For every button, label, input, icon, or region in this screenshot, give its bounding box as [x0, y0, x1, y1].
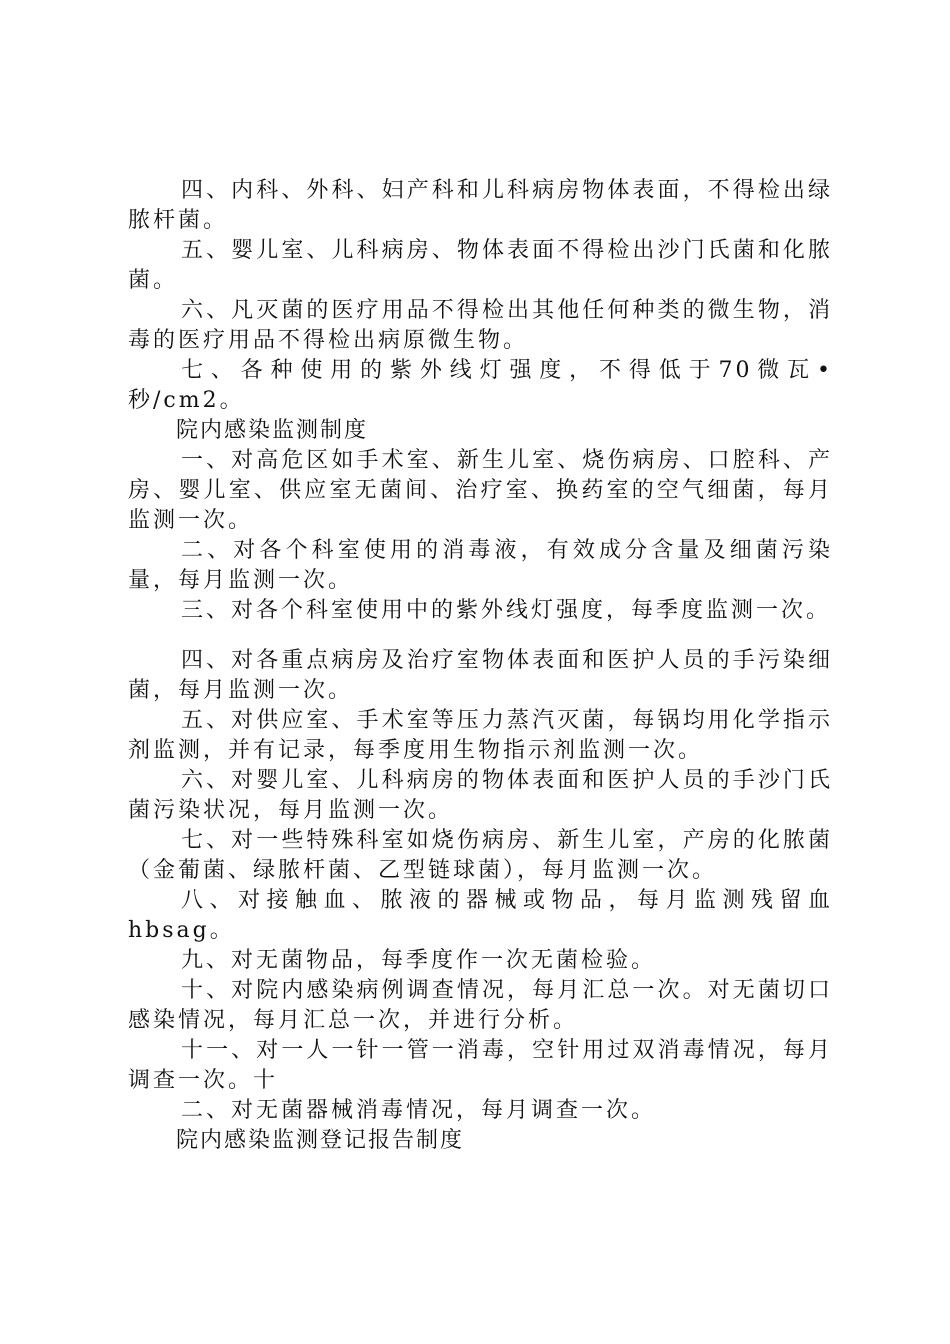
monitoring-item-6: 六、对婴儿室、儿科病房的物体表面和医护人员的手沙门氏菌污染状况，每月监测一次。 [128, 768, 833, 823]
monitoring-item-8: 八、对接触血、脓液的器械或物品，每月监测残留血hbsag。 [128, 888, 833, 943]
paragraph-6: 六、凡灭菌的医疗用品不得检出其他任何种类的微生物，消毒的医疗用品不得检出病原微生物。 [128, 298, 833, 353]
monitoring-item-5: 五、对供应室、手术室等压力蒸汽灭菌，每锅均用化学指示剂监测，并有记录，每季度用生物指示剂监测一次。 [128, 708, 833, 763]
monitoring-item-11: 十一、对一人一针一管一消毒，空针用过双消毒情况，每月调查一次。十 [128, 1038, 833, 1093]
monitoring-item-9: 九、对无菌物品，每季度作一次无菌检验。 [181, 948, 657, 973]
paragraph-4: 四、内科、外科、妇产科和儿科病房物体表面，不得检出绿脓杆菌。 [128, 178, 833, 233]
paragraph-5: 五、婴儿室、儿科病房、物体表面不得检出沙门氏菌和化脓菌。 [128, 238, 833, 293]
monitoring-item-10: 十、对院内感染病例调查情况，每月汇总一次。对无菌切口感染情况，每月汇总一次，并进行分析。 [128, 978, 833, 1033]
section-heading-monitoring-system: 院内感染监测制度 [176, 418, 369, 443]
monitoring-item-4: 四、对各重点病房及治疗室物体表面和医护人员的手污染细菌，每月监测一次。 [128, 648, 833, 703]
section-heading-registration-report: 院内感染监测登记报告制度 [176, 1128, 465, 1153]
monitoring-item-3: 三、对各个科室使用中的紫外线灯强度，每季度监测一次。 [181, 598, 832, 623]
monitoring-item-7: 七、对一些特殊科室如烧伤病房、新生儿室，产房的化脓菌（金葡菌、绿脓杆菌、乙型链球菌），每月监测一次。 [128, 828, 833, 883]
monitoring-item-2: 二、对各个科室使用的消毒液，有效成分含量及细菌污染量，每月监测一次。 [128, 538, 833, 593]
blank-line [128, 626, 833, 646]
monitoring-item-12: 二、对无菌器械消毒情况，每月调查一次。 [181, 1098, 657, 1123]
document-body [128, 176, 833, 1156]
paragraph-7: 七、各种使用的紫外线灯强度，不得低于70微瓦•秒/cm2。 [128, 358, 833, 413]
monitoring-item-1: 一、对高危区如手术室、新生儿室、烧伤病房、口腔科、产房、婴儿室、供应室无菌间、治疗室、换药室的空气细菌，每月监测一次。 [128, 448, 833, 533]
